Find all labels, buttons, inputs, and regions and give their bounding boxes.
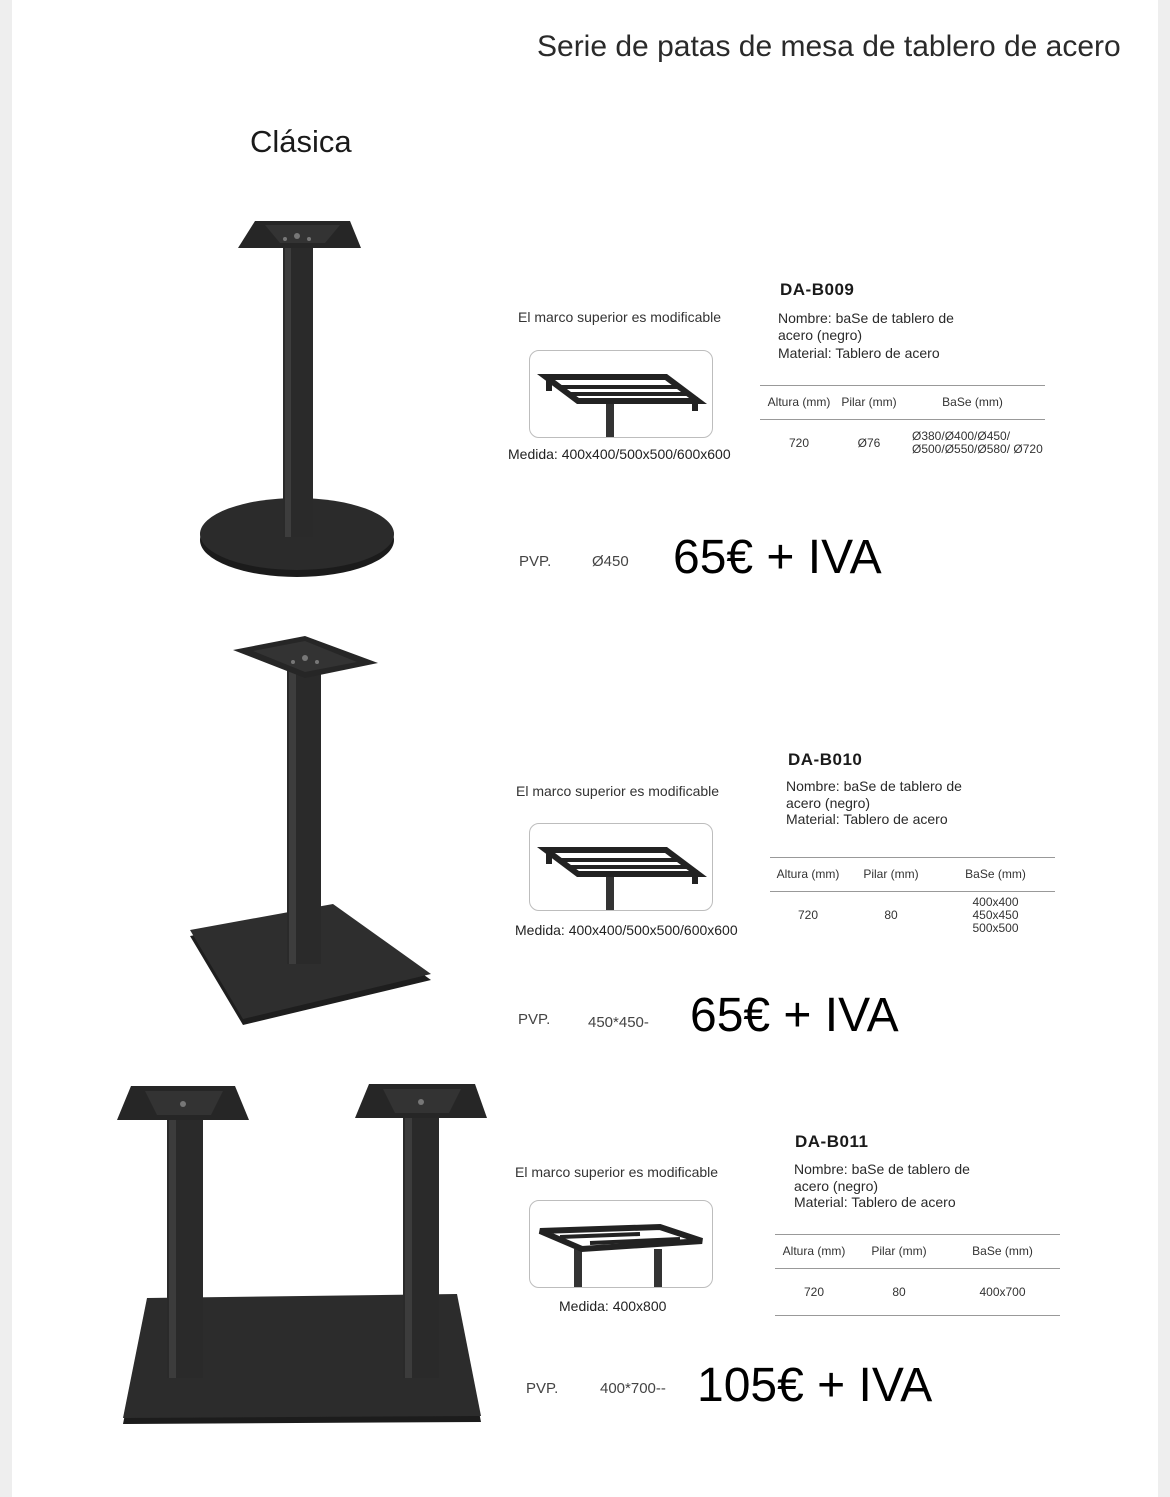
square-frame-image	[530, 824, 712, 910]
page-right-margin	[1158, 0, 1170, 1497]
round-table-base-image	[195, 215, 400, 585]
spec-header-base: BaSe (mm)	[900, 386, 1045, 420]
page-title: Serie de patas de mesa de tablero de acero	[537, 30, 1121, 63]
spec-value-pillar: Ø76	[857, 435, 881, 450]
double-table-base-image	[115, 1078, 490, 1428]
spec-table	[760, 385, 1045, 466]
product-name: Nombre: baSe de tablero de acero (negro)	[778, 310, 954, 343]
pvp-size: 450*450-	[588, 1014, 649, 1031]
pvp-size: 400*700--	[600, 1380, 666, 1397]
product-code: DA-B009	[780, 280, 855, 299]
square-frame-image	[530, 351, 712, 437]
frame-note: El marco superior es modificable	[515, 1164, 719, 1180]
frame-image-box	[529, 823, 713, 911]
spec-value-base: 400x400 450x450 500x500	[972, 894, 1019, 935]
pvp-label: PVP.	[519, 553, 552, 570]
spec-table	[770, 857, 1055, 938]
price: 65€ + IVA	[673, 531, 882, 584]
spec-value-height: 720	[803, 1284, 825, 1299]
spec-header-pillar: Pilar (mm)	[853, 1235, 945, 1269]
frame-note: El marco superior es modificable	[516, 783, 720, 799]
frame-measure: Medida: 400x400/500x500/600x600	[515, 922, 738, 938]
spec-value-height: 720	[797, 907, 819, 922]
frame-image-box	[529, 350, 713, 438]
spec-value-base: 400x700	[979, 1284, 1026, 1299]
spec-header-height: Altura (mm)	[760, 386, 838, 420]
spec-header-pillar: Pilar (mm)	[846, 858, 936, 892]
spec-value-pillar: 80	[892, 1284, 906, 1299]
price: 65€ + IVA	[690, 989, 899, 1042]
spec-table	[775, 1234, 1060, 1316]
section-title: Clásica	[250, 124, 352, 159]
frame-measure: Medida: 400x800	[559, 1298, 667, 1314]
spec-header-height: Altura (mm)	[775, 1235, 853, 1269]
product-code: DA-B010	[788, 750, 863, 769]
spec-header-pillar: Pilar (mm)	[838, 386, 900, 420]
frame-image-box	[529, 1200, 713, 1288]
pvp-size: Ø450	[592, 553, 629, 570]
square-table-base-image	[185, 630, 440, 1030]
product-code: DA-B011	[795, 1132, 869, 1151]
pvp-label: PVP.	[526, 1380, 559, 1397]
frame-note: El marco superior es modificable	[518, 309, 722, 325]
product-name: Nombre: baSe de tablero de acero (negro)	[786, 778, 962, 811]
product-material: Material: Tablero de acero	[794, 1194, 956, 1210]
spec-value-pillar: 80	[884, 907, 898, 922]
product-material: Material: Tablero de acero	[778, 345, 940, 361]
product-name: Nombre: baSe de tablero de acero (negro)	[794, 1161, 970, 1194]
spec-value-base: Ø380/Ø400/Ø450/ Ø500/Ø550/Ø580/ Ø720	[912, 429, 1043, 456]
spec-header-base: BaSe (mm)	[945, 1235, 1060, 1269]
rectangular-frame-image	[530, 1201, 712, 1287]
spec-value-height: 720	[788, 435, 810, 450]
product-material: Material: Tablero de acero	[786, 811, 948, 827]
spec-header-base: BaSe (mm)	[936, 858, 1055, 892]
page-left-margin	[0, 0, 12, 1497]
frame-measure: Medida: 400x400/500x500/600x600	[508, 446, 731, 462]
spec-header-height: Altura (mm)	[770, 858, 846, 892]
price: 105€ + IVA	[697, 1359, 933, 1412]
pvp-label: PVP.	[518, 1011, 551, 1028]
